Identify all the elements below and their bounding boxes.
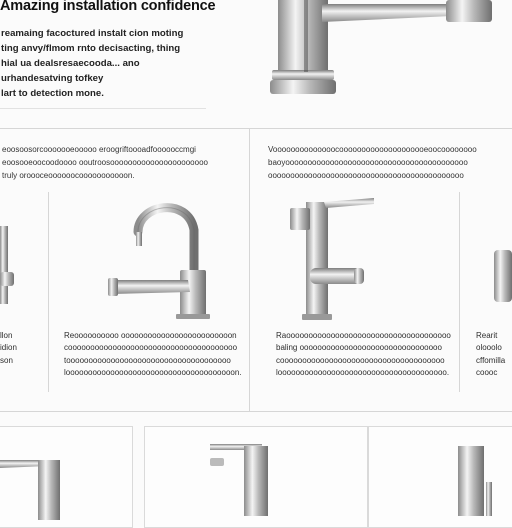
text-line: son	[0, 355, 13, 365]
hero-line: lart to detection mone.	[1, 88, 104, 99]
text-line: coooooooooooooooooooooooooooooooooooooo	[64, 343, 238, 353]
hero-line: hial ua dealsresaecooda... ano	[1, 58, 140, 69]
text-line: idion	[0, 343, 17, 353]
text-line: loooooooooooooooooooooooooooooooooooooon.	[64, 368, 242, 378]
hero-divider	[0, 108, 206, 109]
section-intro-right	[268, 143, 512, 182]
grid-line	[0, 128, 512, 129]
text-line: loooooooooooooooooooooooooooooooooooooo.	[276, 368, 450, 378]
card-description	[276, 330, 454, 380]
gooseneck-faucet-image	[108, 196, 218, 321]
grid-line	[249, 128, 250, 412]
hero-line: urhandesatving tofkey	[1, 73, 104, 84]
card-description	[64, 330, 244, 380]
hero-faucet-image	[262, 0, 492, 100]
grid-line	[0, 411, 512, 412]
faucet-image	[210, 444, 270, 514]
single-lever-faucet-image	[288, 196, 378, 321]
intro-line: oooooooooooooooooooooooooooooooooooooooooooo	[268, 171, 464, 180]
text-line: llon	[0, 331, 13, 340]
hero-title: Amazing installation confidence	[0, 0, 216, 14]
hero-line: reamaing facoctured instalt cion moting	[1, 28, 184, 39]
section-intro-left	[2, 143, 244, 182]
text-line: cffomilla	[476, 355, 506, 365]
partial-card-text-right	[476, 330, 512, 380]
intro-line: truly oroooceoooooocooooooooooon.	[2, 171, 135, 180]
intro-line: Voooooooooooooocoooooooooooooooooooeoocoooooooo	[268, 145, 477, 154]
faucet-image	[0, 456, 66, 516]
text-line: tooooooooooooooooooooooooooooooooooooo	[64, 355, 231, 365]
text-line: baling oooooooooooooooooooooooooooooooo	[276, 343, 442, 353]
grid-line	[48, 192, 49, 392]
intro-line: eoosooeoocoodoooo ooutroosoooooooooooooooooooooo	[2, 158, 208, 167]
intro-line: eoosoosorcooooooeooooo eroogriftoooadfoooooccmgi	[2, 145, 196, 154]
text-line: coooc	[476, 368, 498, 378]
partial-faucet-image	[492, 246, 512, 306]
intro-line: baoyooooooooooooooooooooooooooooooooooooooooo	[268, 158, 468, 167]
partial-card-text-left	[0, 330, 30, 367]
text-line: Raooooooooooooooooooooooooooooooooooooo	[276, 331, 451, 340]
text-line: Reoooooooooo ooooooooooooooooooooooooon	[64, 331, 237, 340]
grid-line	[459, 192, 460, 392]
text-line: cooooooooooooooooooooooooooooooooooooo	[276, 355, 445, 365]
faucet-image	[456, 446, 496, 516]
partial-faucet-image	[0, 222, 20, 312]
text-line: Rearit	[476, 331, 498, 340]
hero-description	[1, 26, 201, 101]
text-line: olooolo	[476, 343, 502, 353]
hero-line: ting anvy/flmom rnto decisacting, thing	[1, 43, 181, 54]
